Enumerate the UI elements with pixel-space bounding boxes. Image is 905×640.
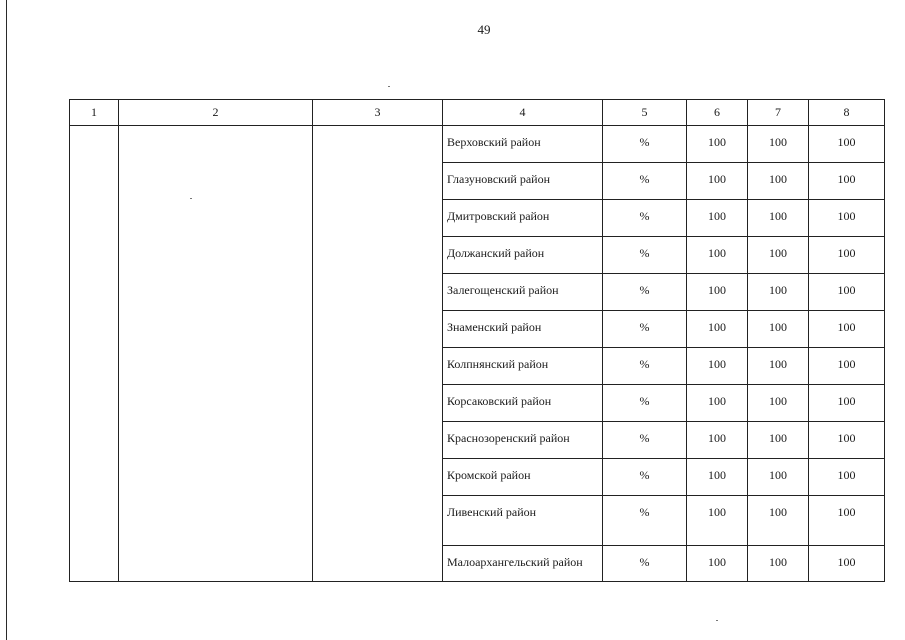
unit-cell: % bbox=[603, 546, 687, 582]
district-cell: Залегощенский район bbox=[443, 274, 603, 311]
value-cell-8: 100 bbox=[809, 274, 885, 311]
scan-speck bbox=[388, 86, 390, 87]
value-cell-8: 100 bbox=[809, 311, 885, 348]
district-cell: Краснозоренский район bbox=[443, 422, 603, 459]
column-header-1: 1 bbox=[70, 100, 119, 126]
district-cell: Кромской район bbox=[443, 459, 603, 496]
col-3-cell bbox=[313, 126, 443, 582]
value-cell-8: 100 bbox=[809, 200, 885, 237]
value-cell-8: 100 bbox=[809, 546, 885, 582]
value-cell-7: 100 bbox=[748, 237, 809, 274]
unit-cell: % bbox=[603, 237, 687, 274]
value-cell-8: 100 bbox=[809, 459, 885, 496]
col-1-cell bbox=[70, 126, 119, 582]
table-body bbox=[70, 126, 885, 582]
value-cell-6: 100 bbox=[687, 348, 748, 385]
column-header-3: 3 bbox=[313, 100, 443, 126]
unit-cell: % bbox=[603, 422, 687, 459]
unit-cell: % bbox=[603, 348, 687, 385]
column-header-7: 7 bbox=[748, 100, 809, 126]
column-header-6: 6 bbox=[687, 100, 748, 126]
value-cell-7: 100 bbox=[748, 348, 809, 385]
value-cell-6: 100 bbox=[687, 163, 748, 200]
table-row bbox=[70, 126, 885, 163]
scan-edge-line bbox=[6, 0, 7, 640]
table-header-row bbox=[70, 100, 885, 126]
column-header-4: 4 bbox=[443, 100, 603, 126]
district-cell: Колпнянский район bbox=[443, 348, 603, 385]
value-cell-7: 100 bbox=[748, 496, 809, 546]
value-cell-6: 100 bbox=[687, 274, 748, 311]
district-cell: Дмитровский район bbox=[443, 200, 603, 237]
unit-cell: % bbox=[603, 459, 687, 496]
value-cell-7: 100 bbox=[748, 422, 809, 459]
unit-cell: % bbox=[603, 496, 687, 546]
value-cell-7: 100 bbox=[748, 546, 809, 582]
page-number: 49 bbox=[477, 22, 491, 37]
value-cell-7: 100 bbox=[748, 311, 809, 348]
value-cell-7: 100 bbox=[748, 459, 809, 496]
value-cell-7: 100 bbox=[748, 274, 809, 311]
value-cell-8: 100 bbox=[809, 163, 885, 200]
district-cell: Верховский район bbox=[443, 126, 603, 163]
value-cell-6: 100 bbox=[687, 459, 748, 496]
value-cell-7: 100 bbox=[748, 200, 809, 237]
district-cell: Знаменский район bbox=[443, 311, 603, 348]
value-cell-8: 100 bbox=[809, 126, 885, 163]
unit-cell: % bbox=[603, 311, 687, 348]
data-table bbox=[69, 99, 885, 582]
column-header-8: 8 bbox=[809, 100, 885, 126]
column-header-2: 2 bbox=[119, 100, 313, 126]
value-cell-8: 100 bbox=[809, 422, 885, 459]
unit-cell: % bbox=[603, 385, 687, 422]
value-cell-8: 100 bbox=[809, 385, 885, 422]
value-cell-8: 100 bbox=[809, 348, 885, 385]
value-cell-7: 100 bbox=[748, 163, 809, 200]
unit-cell: % bbox=[603, 163, 687, 200]
district-cell: Корсаковский район bbox=[443, 385, 603, 422]
district-cell: Глазуновский район bbox=[443, 163, 603, 200]
value-cell-8: 100 bbox=[809, 496, 885, 546]
unit-cell: % bbox=[603, 274, 687, 311]
district-cell: Ливенский район bbox=[443, 496, 603, 546]
col-2-cell bbox=[119, 126, 313, 582]
value-cell-6: 100 bbox=[687, 422, 748, 459]
value-cell-6: 100 bbox=[687, 126, 748, 163]
value-cell-6: 100 bbox=[687, 311, 748, 348]
unit-cell: % bbox=[603, 200, 687, 237]
value-cell-6: 100 bbox=[687, 546, 748, 582]
district-cell: Малоархангельский район bbox=[443, 546, 603, 582]
scan-speck bbox=[716, 620, 718, 621]
value-cell-7: 100 bbox=[748, 126, 809, 163]
unit-cell: % bbox=[603, 126, 687, 163]
value-cell-7: 100 bbox=[748, 385, 809, 422]
value-cell-6: 100 bbox=[687, 200, 748, 237]
district-cell: Должанский район bbox=[443, 237, 603, 274]
value-cell-6: 100 bbox=[687, 496, 748, 546]
value-cell-8: 100 bbox=[809, 237, 885, 274]
column-header-5: 5 bbox=[603, 100, 687, 126]
value-cell-6: 100 bbox=[687, 237, 748, 274]
value-cell-6: 100 bbox=[687, 385, 748, 422]
